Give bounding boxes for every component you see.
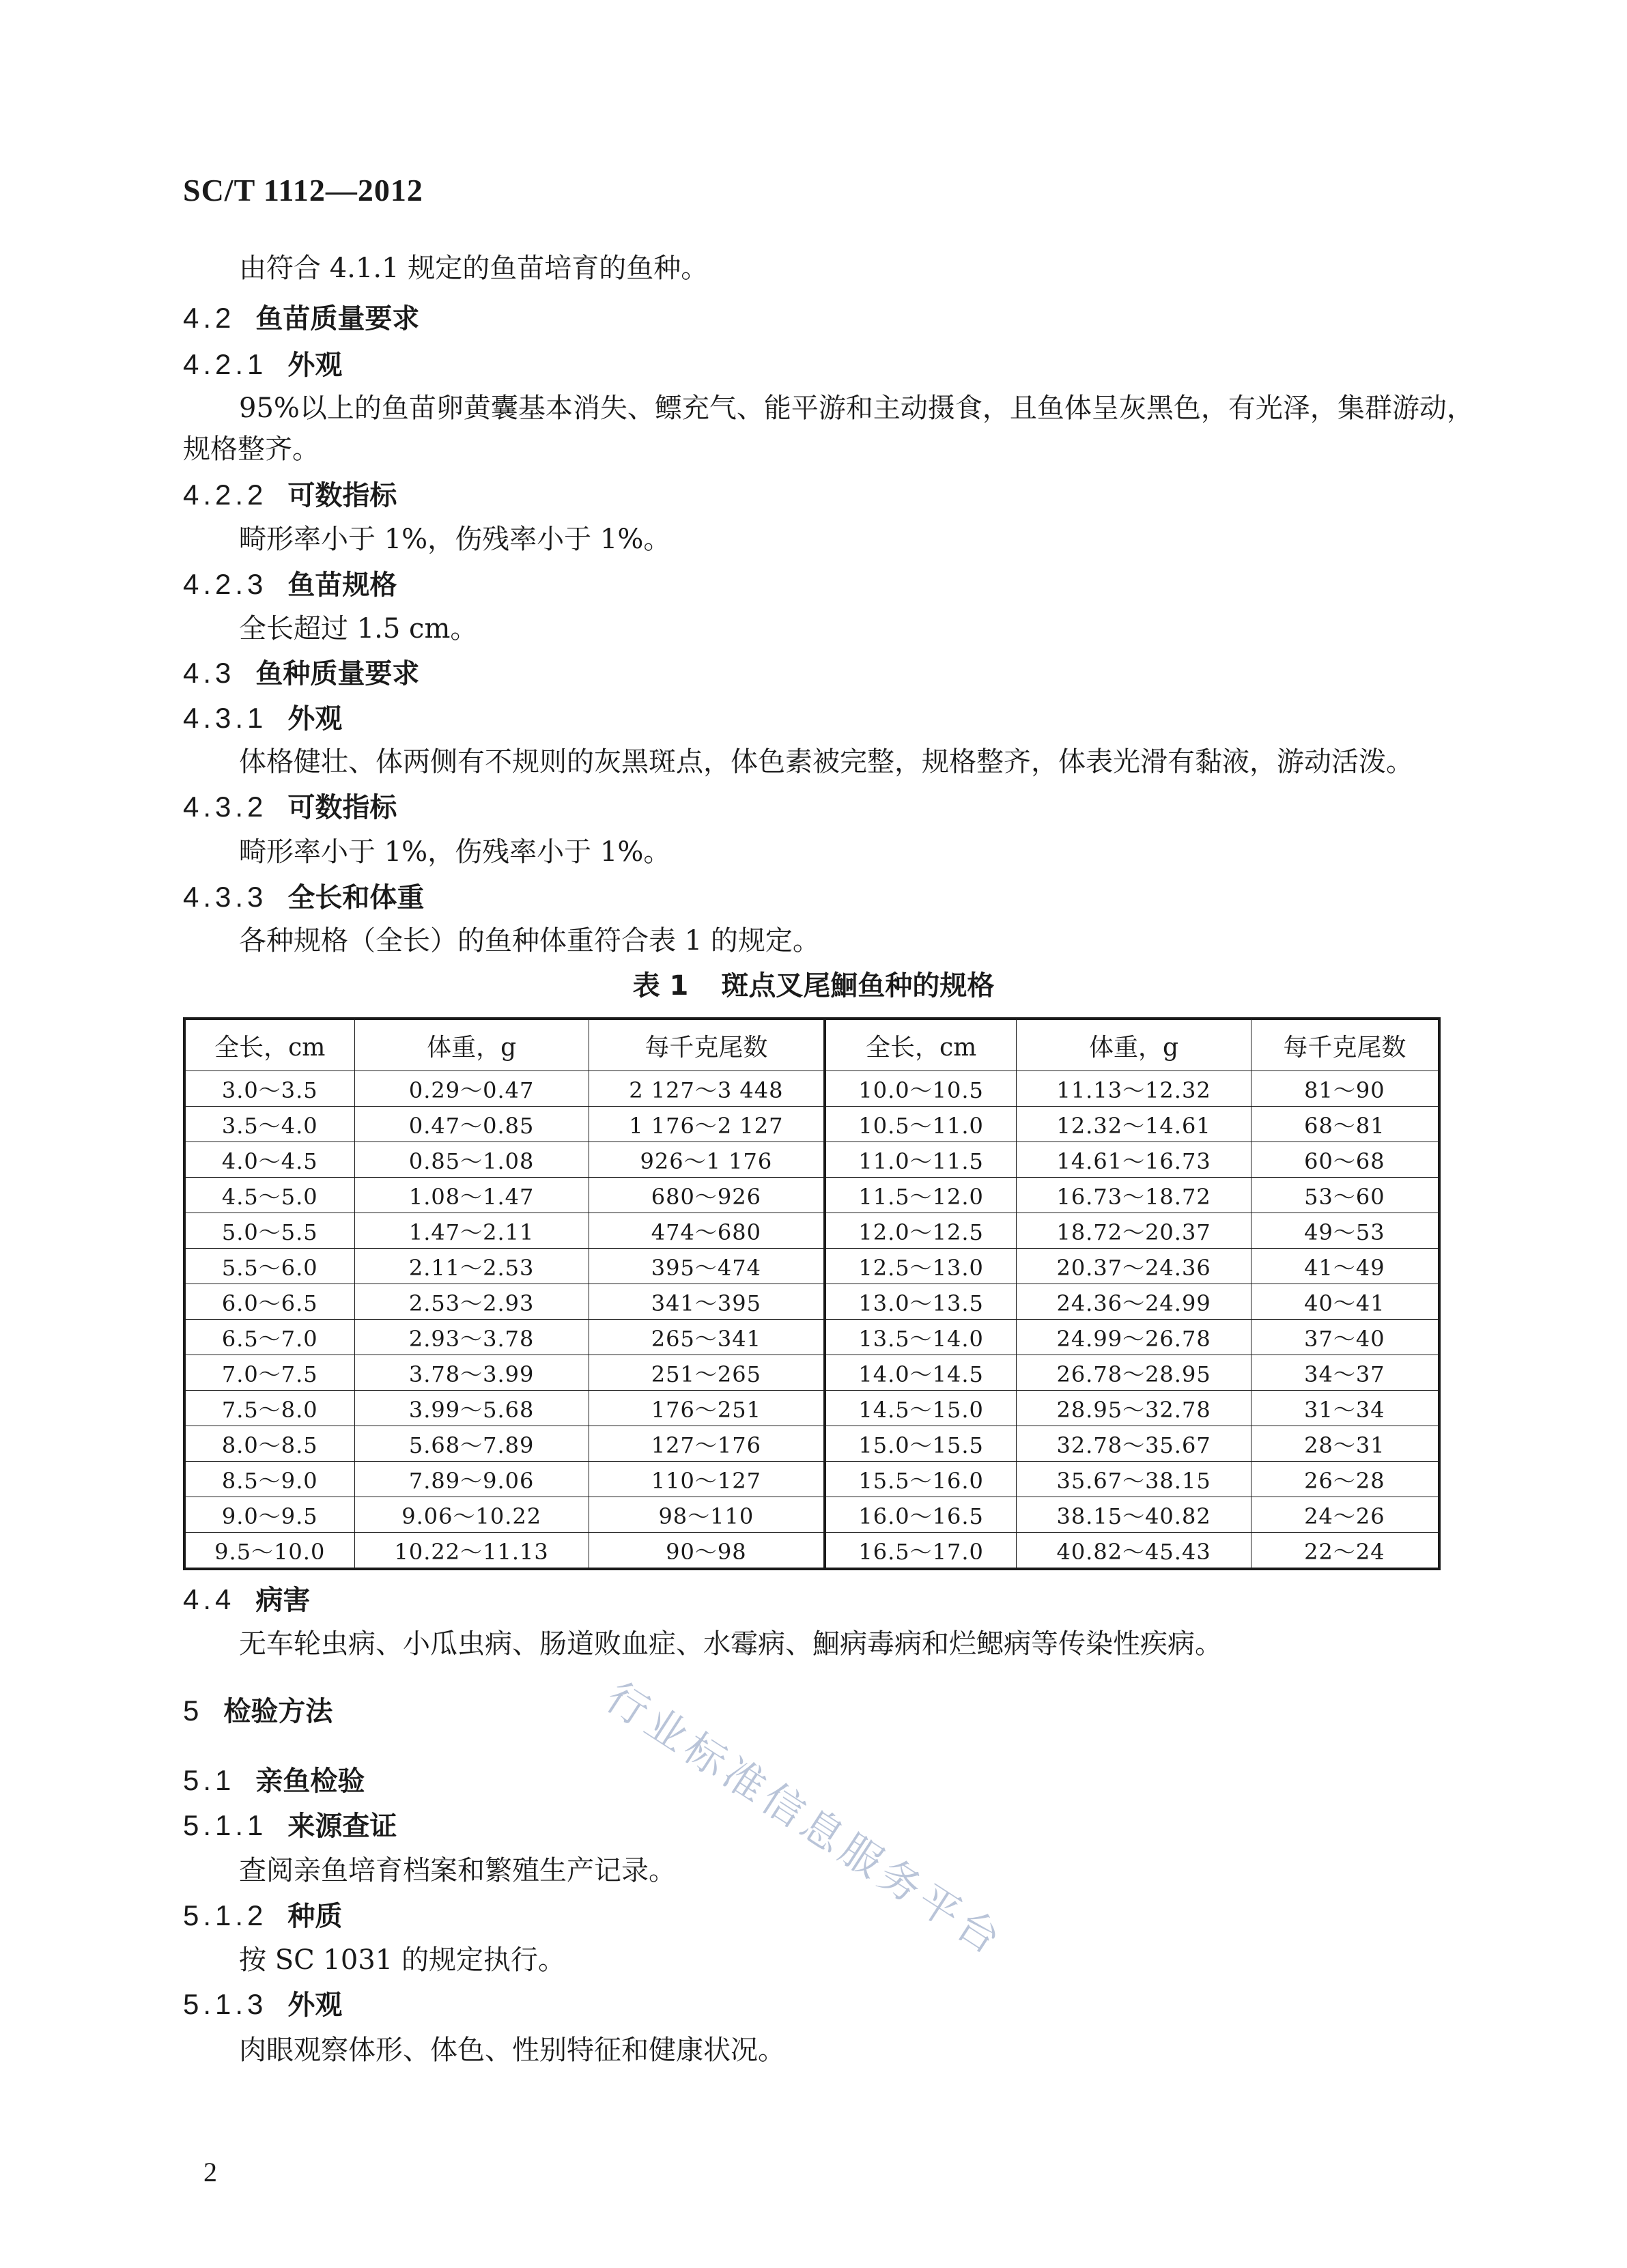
cell-count: 926～1 176 <box>589 1142 825 1178</box>
cell-count: 28～31 <box>1251 1426 1439 1462</box>
section-title: 可数指标 <box>287 792 397 823</box>
section-number: 4.3.1 <box>183 702 268 734</box>
cell-count: 37～40 <box>1251 1320 1439 1355</box>
table-row <box>184 1142 1439 1178</box>
cell-length: 14.0～14.5 <box>825 1355 1017 1391</box>
table-row <box>184 1533 1439 1570</box>
section-number: 5.1.3 <box>183 1988 268 2020</box>
table-row <box>184 1355 1439 1391</box>
section-number: 4.3.2 <box>183 791 268 823</box>
cell-count: 26～28 <box>1251 1462 1439 1497</box>
cell-count: 41～49 <box>1251 1249 1439 1284</box>
cell-count: 22～24 <box>1251 1533 1439 1570</box>
cell-count: 1 176～2 127 <box>589 1107 825 1142</box>
section-title: 外观 <box>287 350 343 381</box>
cell-weight: 14.61～16.73 <box>1017 1142 1251 1178</box>
section-title: 鱼种质量要求 <box>255 658 420 690</box>
section-4-4-heading <box>183 1580 310 1619</box>
paragraph-4-2-2: 畸形率小于 1%，伤残率小于 1%。 <box>239 524 671 555</box>
section-number: 4.2.3 <box>183 568 268 600</box>
cell-length: 14.5～15.0 <box>825 1391 1017 1426</box>
section-number: 5.1.2 <box>183 1899 268 1931</box>
section-4-2-2-heading <box>183 476 397 515</box>
table-row <box>184 1213 1439 1249</box>
section-number: 4.3.3 <box>183 881 268 913</box>
table-title: 斑点叉尾鮰鱼种的规格 <box>721 970 995 1002</box>
col-header-count: 每千克尾数 <box>589 1019 825 1071</box>
paragraph-4-3-1: 体格健壮、体两侧有不规则的灰黑斑点，体色素被完整，规格整齐，体表光滑有黏液，游动活泼。 <box>239 746 1413 778</box>
section-5-1-2-heading <box>183 1897 342 1936</box>
table-row <box>184 1497 1439 1533</box>
cell-weight: 38.15～40.82 <box>1017 1497 1251 1533</box>
table-header-row <box>184 1019 1439 1071</box>
table-body <box>184 1071 1439 1570</box>
cell-length: 11.5～12.0 <box>825 1178 1017 1213</box>
table-number: 表 1 <box>632 970 689 1002</box>
cell-length: 13.0～13.5 <box>825 1284 1017 1320</box>
cell-count: 90～98 <box>589 1533 825 1570</box>
cell-count: 251～265 <box>589 1355 825 1391</box>
cell-count: 176～251 <box>589 1391 825 1426</box>
section-title: 外观 <box>287 1989 343 2021</box>
cell-weight: 40.82～45.43 <box>1017 1533 1251 1570</box>
cell-length: 13.5～14.0 <box>825 1320 1017 1355</box>
col-header-length: 全长，cm <box>825 1019 1017 1071</box>
col-header-length: 全长，cm <box>184 1019 354 1071</box>
table-row <box>184 1249 1439 1284</box>
table-row <box>184 1071 1439 1107</box>
cell-weight: 28.95～32.78 <box>1017 1391 1251 1426</box>
cell-count: 24～26 <box>1251 1497 1439 1533</box>
paragraph-4-2-1-line-2: 规格整齐。 <box>183 434 320 465</box>
section-4-3-1-heading <box>183 699 342 738</box>
cell-length: 11.0～11.5 <box>825 1142 1017 1178</box>
section-number: 5.1.1 <box>183 1809 268 1841</box>
section-5-heading <box>183 1692 333 1731</box>
cell-weight: 1.47～2.11 <box>354 1213 589 1249</box>
cell-weight: 0.47～0.85 <box>354 1107 589 1142</box>
table-row <box>184 1284 1439 1320</box>
cell-length: 4.0～4.5 <box>184 1142 354 1178</box>
cell-weight: 9.06～10.22 <box>354 1497 589 1533</box>
cell-weight: 24.99～26.78 <box>1017 1320 1251 1355</box>
cell-length: 10.5～11.0 <box>825 1107 1017 1142</box>
cell-length: 3.0～3.5 <box>184 1071 354 1107</box>
paragraph-5-1-1: 查阅亲鱼培育档案和繁殖生产记录。 <box>239 1855 676 1886</box>
cell-count: 31～34 <box>1251 1391 1439 1426</box>
cell-weight: 3.78～3.99 <box>354 1355 589 1391</box>
cell-length: 10.0～10.5 <box>825 1071 1017 1107</box>
cell-weight: 0.29～0.47 <box>354 1071 589 1107</box>
section-4-2-1-heading <box>183 345 342 384</box>
col-header-weight: 体重，g <box>354 1019 589 1071</box>
table-row <box>184 1462 1439 1497</box>
cell-weight: 2.53～2.93 <box>354 1284 589 1320</box>
cell-length: 15.0～15.5 <box>825 1426 1017 1462</box>
intro-paragraph: 由符合 4.1.1 规定的鱼苗培育的鱼种。 <box>239 253 709 284</box>
cell-count: 81～90 <box>1251 1071 1439 1107</box>
paragraph-4-2-1-line-1: 95%以上的鱼苗卵黄囊基本消失、鳔充气、能平游和主动摄食，且鱼体呈灰黑色，有光泽，集群游动， <box>239 393 1474 424</box>
section-number: 4.2 <box>183 302 236 334</box>
paragraph-5-1-3: 肉眼观察体形、体色、性别特征和健康状况。 <box>239 2035 785 2066</box>
section-title: 亲鱼检验 <box>255 1766 365 1797</box>
section-4-3-heading <box>183 654 419 693</box>
section-title: 可数指标 <box>287 480 397 511</box>
cell-length: 9.0～9.5 <box>184 1497 354 1533</box>
cell-length: 6.5～7.0 <box>184 1320 354 1355</box>
table-row <box>184 1426 1439 1462</box>
cell-weight: 16.73～18.72 <box>1017 1178 1251 1213</box>
section-number: 4.2.1 <box>183 348 268 380</box>
cell-weight: 0.85～1.08 <box>354 1142 589 1178</box>
cell-length: 15.5～16.0 <box>825 1462 1017 1497</box>
cell-length: 16.5～17.0 <box>825 1533 1017 1570</box>
section-5-1-3-heading <box>183 1985 342 2024</box>
paragraph-4-2-3: 全长超过 1.5 cm。 <box>239 613 478 644</box>
section-title: 鱼苗质量要求 <box>255 303 420 335</box>
watermark: 行业标准信息服务平台 <box>597 1673 1013 1966</box>
table-caption <box>0 964 1627 1003</box>
cell-count: 53～60 <box>1251 1178 1439 1213</box>
table-row <box>184 1107 1439 1142</box>
cell-length: 12.0～12.5 <box>825 1213 1017 1249</box>
col-header-count: 每千克尾数 <box>1251 1019 1439 1071</box>
table-row <box>184 1320 1439 1355</box>
cell-count: 49～53 <box>1251 1213 1439 1249</box>
cell-weight: 2.11～2.53 <box>354 1249 589 1284</box>
cell-length: 6.0～6.5 <box>184 1284 354 1320</box>
cell-weight: 7.89～9.06 <box>354 1462 589 1497</box>
section-4-2-3-heading <box>183 565 397 604</box>
cell-count: 68～81 <box>1251 1107 1439 1142</box>
cell-count: 341～395 <box>589 1284 825 1320</box>
cell-weight: 3.99～5.68 <box>354 1391 589 1426</box>
cell-weight: 18.72～20.37 <box>1017 1213 1251 1249</box>
cell-length: 7.5～8.0 <box>184 1391 354 1426</box>
section-number: 5 <box>183 1695 203 1727</box>
section-number: 4.4 <box>183 1583 236 1615</box>
cell-weight: 5.68～7.89 <box>354 1426 589 1462</box>
section-5-1-heading <box>183 1761 365 1800</box>
cell-weight: 10.22～11.13 <box>354 1533 589 1570</box>
section-title: 鱼苗规格 <box>287 569 397 601</box>
cell-weight: 12.32～14.61 <box>1017 1107 1251 1142</box>
document-code: SC/T 1112—2012 <box>183 173 423 208</box>
paragraph-4-4: 无车轮虫病、小瓜虫病、肠道败血症、水霉病、鮰病毒病和烂鳃病等传染性疾病。 <box>239 1628 1222 1660</box>
section-5-1-1-heading <box>183 1806 397 1845</box>
cell-length: 4.5～5.0 <box>184 1178 354 1213</box>
cell-count: 127～176 <box>589 1426 825 1462</box>
cell-length: 5.5～6.0 <box>184 1249 354 1284</box>
cell-count: 40～41 <box>1251 1284 1439 1320</box>
cell-weight: 35.67～38.15 <box>1017 1462 1251 1497</box>
section-number: 4.3 <box>183 657 236 689</box>
cell-weight: 26.78～28.95 <box>1017 1355 1251 1391</box>
cell-weight: 24.36～24.99 <box>1017 1284 1251 1320</box>
cell-count: 34～37 <box>1251 1355 1439 1391</box>
cell-weight: 1.08～1.47 <box>354 1178 589 1213</box>
cell-length: 9.5～10.0 <box>184 1533 354 1570</box>
section-title: 种质 <box>287 1901 343 1932</box>
paragraph-5-1-2: 按 SC 1031 的规定执行。 <box>239 1944 565 1976</box>
col-header-weight: 体重，g <box>1017 1019 1251 1071</box>
cell-weight: 2.93～3.78 <box>354 1320 589 1355</box>
section-number: 4.2.2 <box>183 479 268 511</box>
section-title: 病害 <box>255 1585 311 1616</box>
cell-count: 60～68 <box>1251 1142 1439 1178</box>
section-title: 外观 <box>287 703 343 735</box>
cell-length: 16.0～16.5 <box>825 1497 1017 1533</box>
paragraph-4-3-2: 畸形率小于 1%，伤残率小于 1%。 <box>239 836 671 868</box>
cell-count: 395～474 <box>589 1249 825 1284</box>
section-title: 全长和体重 <box>287 882 425 913</box>
section-title: 来源查证 <box>287 1811 397 1842</box>
cell-count: 474～680 <box>589 1213 825 1249</box>
paragraph-4-3-3: 各种规格（全长）的鱼种体重符合表 1 的规定。 <box>239 925 820 956</box>
section-4-2-heading <box>183 299 419 338</box>
cell-count: 2 127～3 448 <box>589 1071 825 1107</box>
table-row <box>184 1391 1439 1426</box>
cell-length: 5.0～5.5 <box>184 1213 354 1249</box>
cell-length: 7.0～7.5 <box>184 1355 354 1391</box>
spec-table <box>183 1017 1441 1570</box>
cell-weight: 11.13～12.32 <box>1017 1071 1251 1107</box>
cell-length: 3.5～4.0 <box>184 1107 354 1142</box>
section-4-3-2-heading <box>183 788 397 827</box>
cell-count: 265～341 <box>589 1320 825 1355</box>
cell-count: 98～110 <box>589 1497 825 1533</box>
cell-length: 8.5～9.0 <box>184 1462 354 1497</box>
cell-count: 680～926 <box>589 1178 825 1213</box>
cell-length: 12.5～13.0 <box>825 1249 1017 1284</box>
section-4-3-3-heading <box>183 878 424 917</box>
page-number: 2 <box>203 2157 217 2187</box>
section-title: 检验方法 <box>223 1696 333 1727</box>
section-number: 5.1 <box>183 1764 236 1796</box>
table-row <box>184 1178 1439 1213</box>
cell-weight: 32.78～35.67 <box>1017 1426 1251 1462</box>
cell-weight: 20.37～24.36 <box>1017 1249 1251 1284</box>
cell-count: 110～127 <box>589 1462 825 1497</box>
cell-length: 8.0～8.5 <box>184 1426 354 1462</box>
